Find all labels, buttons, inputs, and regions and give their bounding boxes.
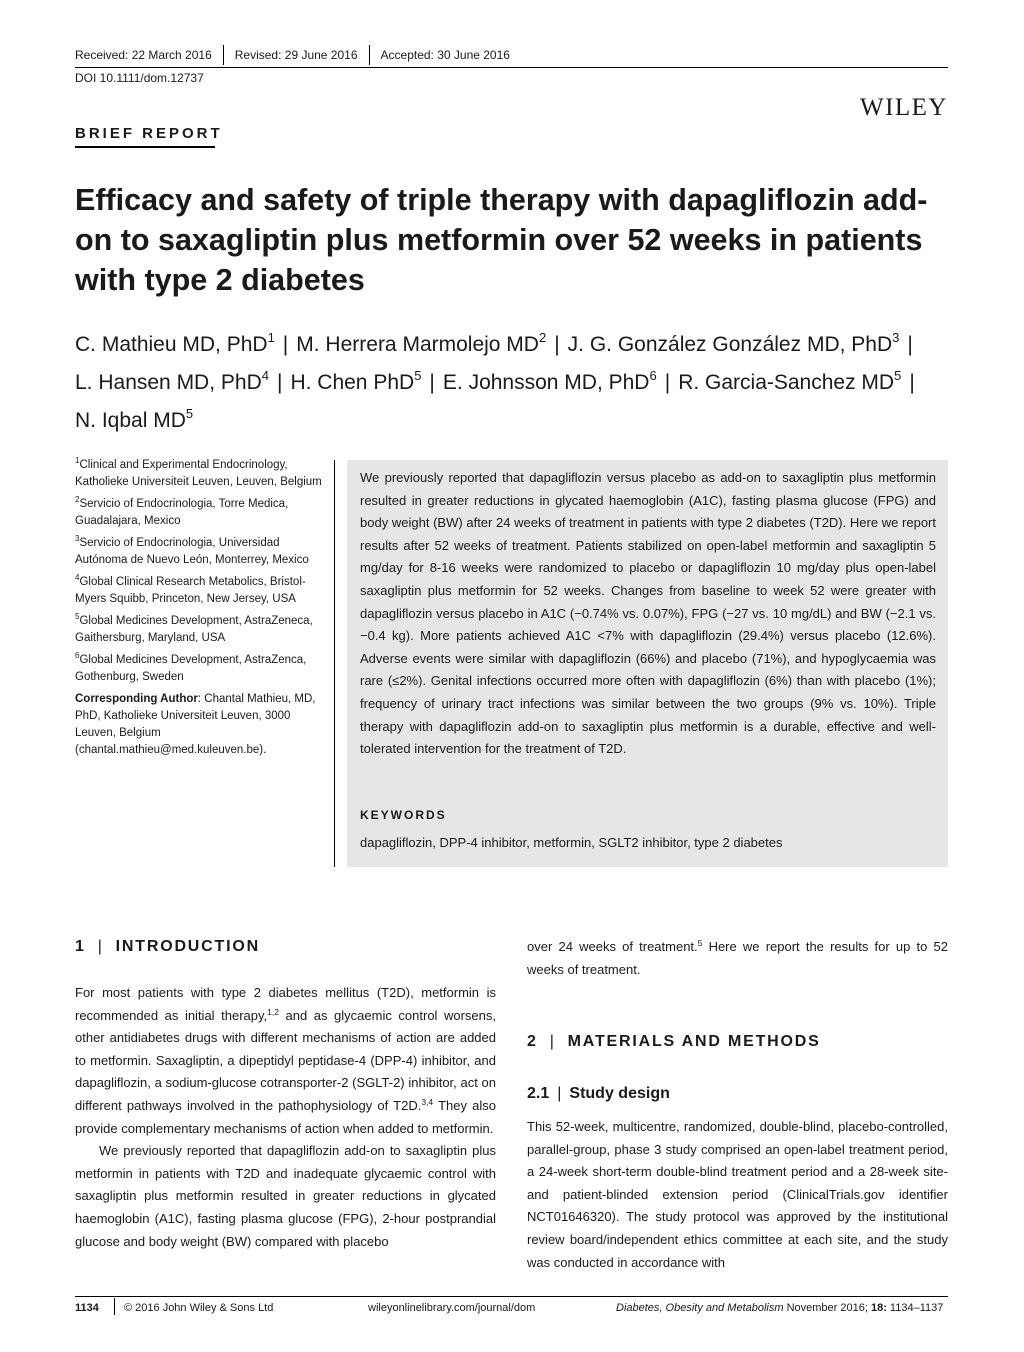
journal-citation: Diabetes, Obesity and Metabolism November 2016; 18: 1134–1137	[616, 1302, 944, 1314]
affiliation: $^4$Global Clinical Research Metabolics, Bristol-Myers Squibb, Princeton, New Jersey, USA	[75, 573, 306, 605]
revised-date: Revised: 29 June 2016	[234, 48, 358, 62]
section-heading-methods: 2 | MATERIALS AND METHODS	[527, 1033, 821, 1050]
page-number: 1134	[75, 1302, 99, 1314]
author: R. Garcia-Sanchez $MD^5$	[678, 368, 902, 394]
abstract-text: We previously reported that dapagliflozin versus placebo as add-on to saxagliptin plus metformin resulted in greater reductions in glycated haemoglobin (A1C), fasting plasma glucose (FPG) and body weight (BW) after 24 weeks of treatment in patients with type 2 diabetes (T2D). Here we report results after 52 weeks of treatment. Patients stabilized on open-label metformin and saxagliptin 5 mg/day for 8-16 weeks were randomized to placebo or dapagliflozin 10 mg/day plus open-label saxagliptin plus metformin for 52 weeks. Changes from baseline to week 52 were greater with dapagliflozin versus placebo in A1C (−0.74% vs. 0.07%), FPG (−27 vs. 10 mg/dL) and BW (−2.1 vs. −0.4 kg). More patients achieved A1C <7% with dapagliflozin (29.4%) versus placebo (12.6%). Adverse events were similar with dapagliflozin (66%) and placebo (71%), and hypoglycaemia was rare (≤2%). Genital infections occurred more often with dapagliflozin (6%) than with placebo (1%); frequency of urinary tract infections was similar between the two groups (9% vs. 10%). Triple therapy with dapagliflozin add-on to saxagliptin plus metformin is a durable, effective and well-tolerated intervention for the treatment of T2D.	[360, 470, 936, 757]
affiliation: $^6$Global Medicines Development, AstraZenca, Gothenburg, Sweden	[75, 651, 307, 683]
affiliations	[75, 457, 325, 764]
keywords-list: dapagliflozin, DPP-4 inhibitor, metformin, SGLT2 inhibitor, type 2 diabetes	[360, 835, 783, 850]
footer-rule	[75, 1296, 948, 1297]
doi[interactable]: DOI 10.1111/dom.12737	[75, 71, 204, 85]
introduction-continued	[527, 936, 948, 981]
divider	[223, 45, 224, 65]
article-dates	[75, 46, 510, 64]
received-date: Received: 22 March 2016	[75, 48, 212, 62]
copyright: © 2016 John Wiley & Sons Ltd	[124, 1302, 274, 1314]
methods-body	[527, 1116, 948, 1274]
article-type-underline	[75, 146, 215, 148]
paragraph: This 52-week, multicentre, randomized, double-blind, placebo-controlled, parallel-group, phase 3 study comprised an open-label treatment period, a 24-week short-term double-blind treatment period and a 28-week site- and patient-blinded extension period (ClinicalTrials.gov identifier NCT01646320). The study protocol was approved by the institutional review board/independent ethics committee at each site, and the study was conducted in accordance with	[527, 1119, 948, 1270]
section-heading-introduction: 1 | INTRODUCTION	[75, 938, 260, 955]
author: C. Mathieu MD, PhD$^1$	[75, 330, 275, 356]
paragraph: over 24 weeks of treatment.$^5$ Here we report the results for up to 52 weeks of treatment.	[527, 938, 948, 977]
citation[interactable]: 3,4	[421, 1096, 434, 1107]
author: E. Johnsson MD, PhD$^6$	[442, 368, 657, 394]
column-divider	[334, 460, 335, 867]
introduction-body	[75, 982, 496, 1253]
author: L. Hansen MD, PhD$^4$	[75, 368, 269, 394]
author: M. Herrera Marmolejo $MD^2$	[296, 330, 547, 356]
publisher-logo: WILEY	[859, 94, 948, 121]
article-title: Efficacy and safety of triple therapy with dapagliflozin add-on to saxagliptin plus metformin over 52 weeks in patients with type 2 diabetes	[75, 183, 928, 297]
article-type: BRIEF REPORT	[75, 125, 223, 142]
citation[interactable]: 5	[697, 938, 703, 948]
subsection-heading-study-design: 2.1 | Study design	[527, 1085, 670, 1102]
divider	[114, 1298, 115, 1315]
citation[interactable]: 1,2	[267, 1006, 279, 1017]
keywords-heading: KEYWORDS	[360, 808, 447, 822]
accepted-date: Accepted: 30 June 2016	[380, 48, 510, 62]
author-list: C. Mathieu MD, PhD$^1$ | M. Herrera Marmolejo $MD^2$ | J. G. González González MD, PhD$^3$ | L. Hansen MD, PhD$^4$ | H. Chen PhD$^5$ | E. Johnsson MD, PhD$^6$ | R. Garcia-Sanchez $MD^5$ | N. Iqbal $MD^5$	[75, 330, 915, 432]
corresponding-author: Corresponding Author: Chantal Mathieu, MD, PhD, Katholieke Universiteit Leuven, 3000 Leuven, Belgium (chantal.mathieu@med.kuleuven.be).	[75, 693, 316, 756]
author: N. Iqbal $MD^5$	[75, 406, 194, 432]
affiliation: $^1$Clinical and Experimental Endocrinology, Katholieke Universiteit Leuven, Leuven, Belgium	[75, 456, 322, 488]
paragraph: We previously reported that dapagliflozin add-on to saxagliptin plus metformin in patients with T2D and inadequate glycaemic control with saxagliptin plus metformin resulted in greater reductions in glycated haemoglobin (A1C), fasting plasma glucose (FPG), 2-hour postprandial glucose and body weight (BW) compared with placebo	[75, 1143, 496, 1249]
affiliation: $^3$Servicio of Endocrinologia, Universidad Autónoma de Nuevo León, Monterrey, Mexico	[75, 534, 309, 566]
affiliation: $^5$Global Medicines Development, AstraZeneca, Gaithersburg, Maryland, USA	[75, 612, 313, 644]
paragraph: For most patients with type 2 diabetes mellitus (T2D), metformin is recommended as initial therapy,$^{1,2}$ and as glycaemic control worsens, other antidiabetes drugs with different mechanisms of action are added to metformin. Saxagliptin, a dipeptidyl peptidase-4 (DPP-4) inhibitor, and dapagliflozin, a sodium-glucose cotransporter-2 (SGLT-2) inhibitor, act on different pathways involved in the pathophysiology of T2D.$^{3,4}$ They also provide complementary mechanisms of action when added to metformin.	[75, 985, 497, 1136]
author: H. Chen PhD$^5$	[290, 368, 422, 394]
affiliation: $^2$Servicio of Endocrinologia, Torre Medica, Guadalajara, Mexico	[75, 495, 289, 527]
divider	[369, 45, 370, 65]
author: J. G. González González MD, PhD$^3$	[567, 330, 900, 356]
header-rule	[75, 67, 948, 68]
journal-url[interactable]: wileyonlinelibrary.com/journal/dom	[368, 1302, 536, 1314]
